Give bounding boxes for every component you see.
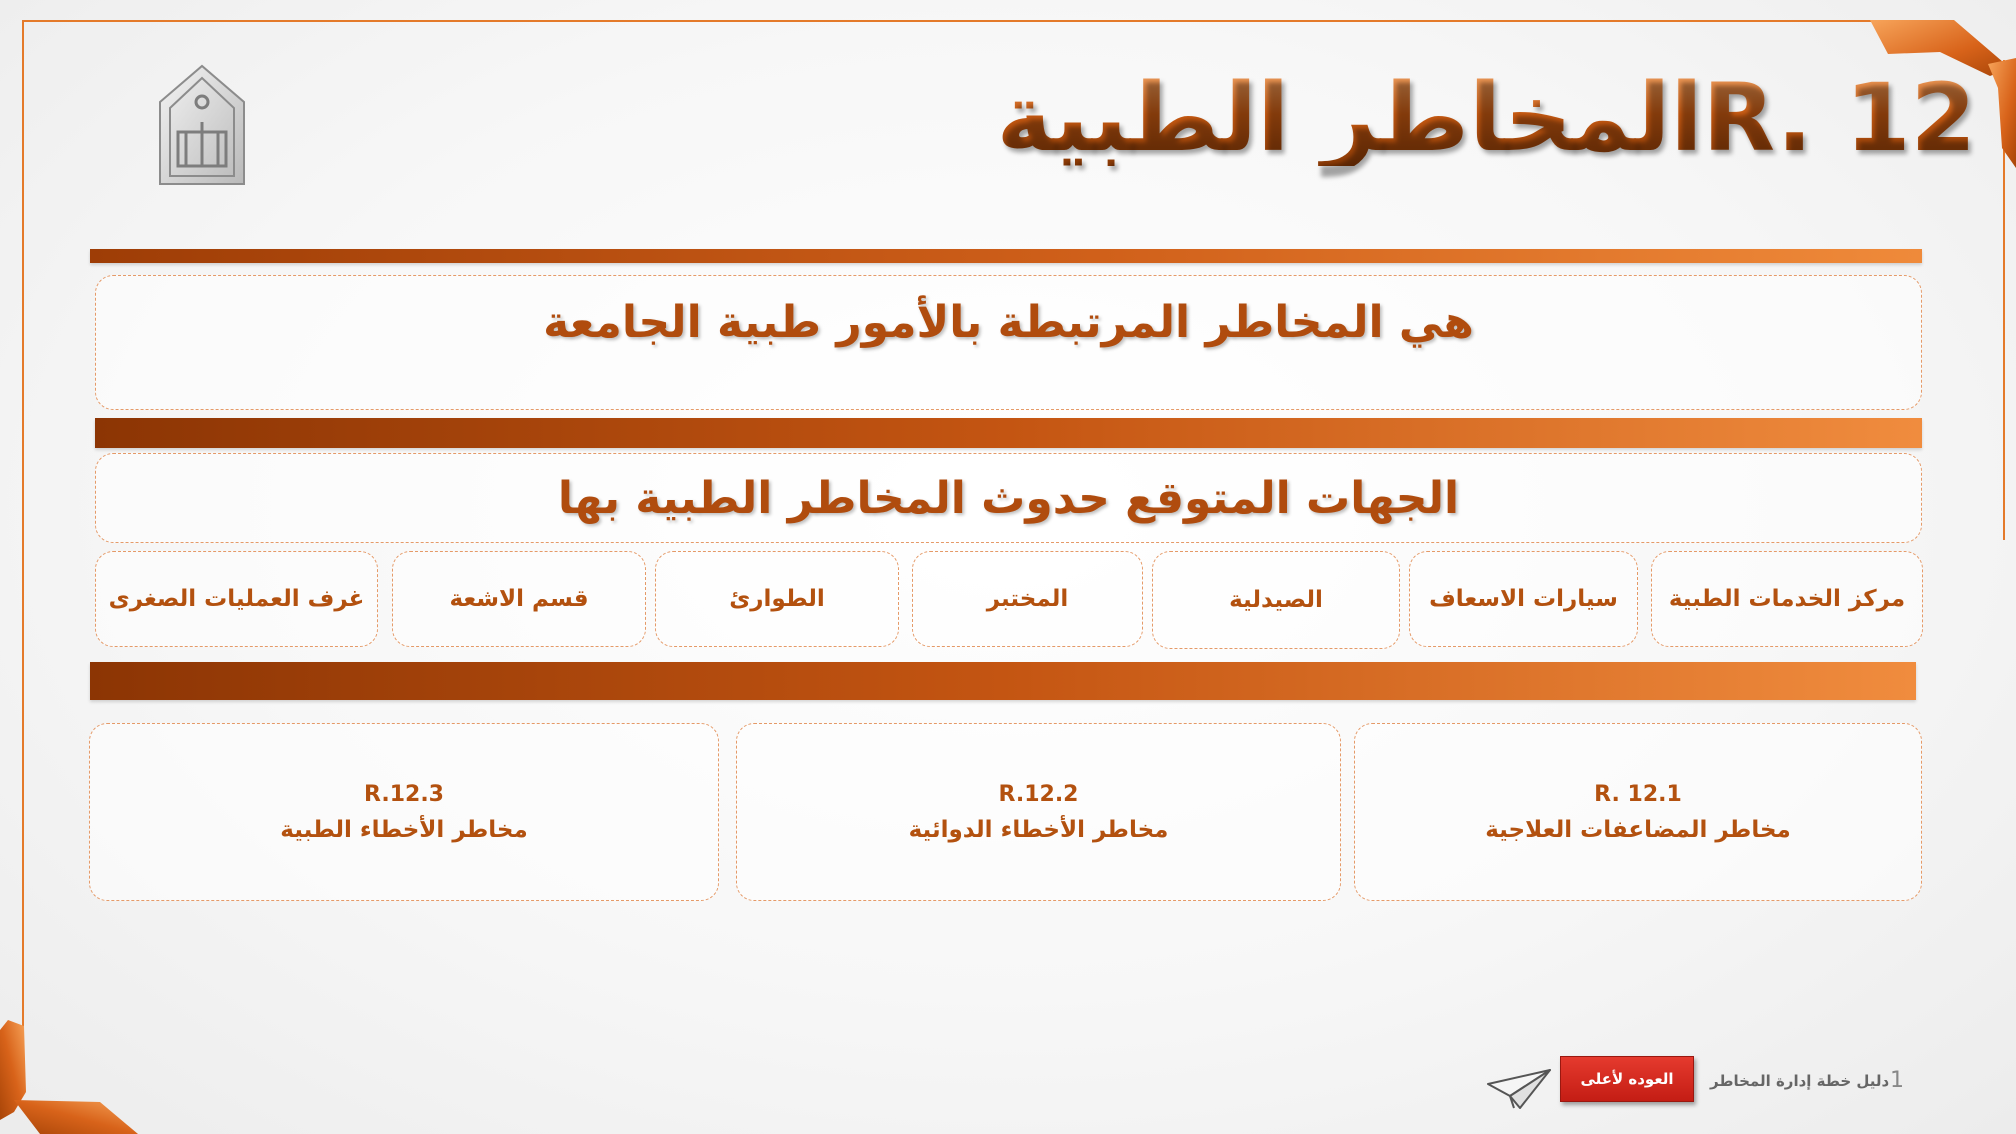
entity-radiology: [392, 551, 646, 647]
risk-name: مخاطر الأخطاء الطبية: [280, 816, 528, 843]
risk-code: R.12.2: [998, 781, 1079, 807]
risk-box-12-3: [89, 723, 719, 901]
entity-label: مركز الخدمات الطبية: [1668, 586, 1906, 612]
page-number: 1: [1890, 1068, 1904, 1093]
risk-code: R.12.3: [364, 781, 444, 807]
entity-label: قسم الاشعة: [449, 586, 589, 612]
definition-text: هي المخاطر المرتبطة بالأمور طبية الجامعة: [543, 297, 1474, 348]
entity-label: الصيدلية: [1229, 587, 1323, 613]
entity-minor-operating-rooms: [95, 551, 378, 647]
entity-laboratory: [912, 551, 1143, 647]
entity-label: المختبر: [986, 586, 1069, 612]
frame-top-line: [22, 20, 1902, 22]
divider-bar-bottom: [90, 662, 1916, 700]
page-title: R. 12المخاطر الطبية: [996, 64, 1976, 173]
university-logo-icon: [156, 62, 248, 188]
risk-name: مخاطر الأخطاء الدوائية: [908, 816, 1169, 843]
entities-heading: الجهات المتوقع حدوث المخاطر الطبية بها: [557, 472, 1460, 524]
entity-pharmacy: [1152, 551, 1400, 649]
frame-left-line: [22, 20, 24, 1050]
risk-name: مخاطر المضاعفات العلاجية: [1485, 816, 1791, 843]
bottom-left-ribbon: [0, 1020, 150, 1134]
guide-title: دليل خطة إدارة المخاطر: [1710, 1072, 1890, 1090]
risk-code: R. 12.1: [1594, 781, 1682, 807]
divider-bar-top: [90, 249, 1922, 263]
entities-heading-box: [95, 453, 1922, 543]
paper-plane-icon[interactable]: [1486, 1066, 1552, 1112]
entity-label: غرف العمليات الصغرى: [108, 586, 365, 612]
risk-box-12-1: [1354, 723, 1922, 901]
entity-medical-center: [1651, 551, 1923, 647]
divider-bar-middle: [95, 418, 1922, 448]
entity-emergency: [655, 551, 899, 647]
risk-box-12-2: [736, 723, 1341, 901]
definition-box: [95, 275, 1922, 410]
back-to-top-button[interactable]: العوده لأعلى: [1560, 1056, 1694, 1102]
entity-label: الطوارئ: [729, 586, 825, 612]
entity-label: سيارات الاسعاف: [1429, 586, 1618, 612]
entity-ambulances: [1409, 551, 1638, 647]
